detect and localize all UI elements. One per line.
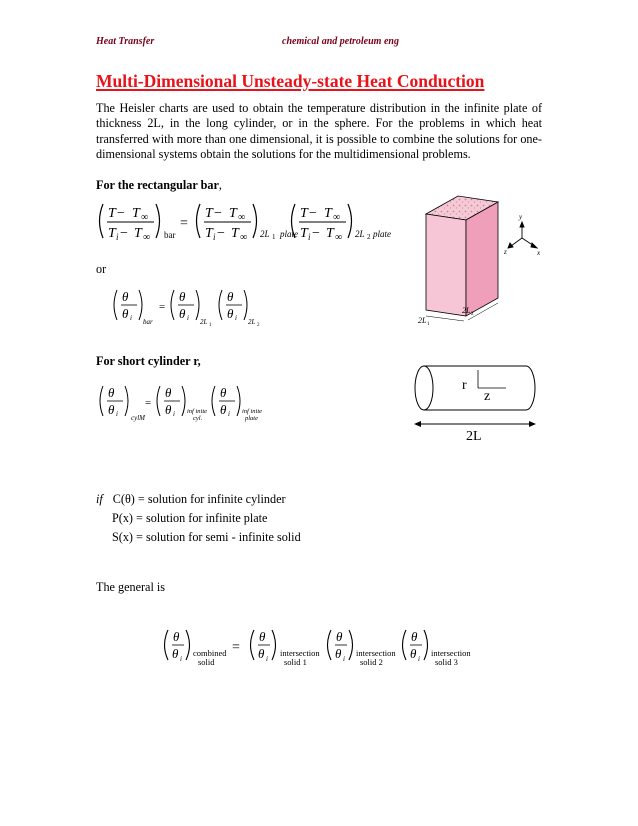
sub-2L: 2L <box>248 318 256 326</box>
sub-plate: plate <box>245 415 258 422</box>
num-theta: θ <box>179 289 186 304</box>
num-Tinf: T <box>229 206 237 221</box>
axis-z-label: z <box>504 248 507 256</box>
definition-s: S(x) = solution for semi - infinite solid <box>112 530 301 544</box>
den-i: i <box>187 314 189 322</box>
den-theta: θ <box>258 646 265 661</box>
num-Tinf: T <box>324 206 332 221</box>
axis-z-label: z <box>484 389 491 404</box>
equation-bar-temperature <box>96 198 396 246</box>
paren-left <box>100 204 104 238</box>
sub-one: 1 <box>272 233 276 241</box>
paren-right <box>348 204 352 238</box>
paren-right <box>253 204 257 238</box>
paren-right <box>186 630 190 660</box>
sub-intersection: intersection <box>356 648 396 658</box>
den-i: i <box>180 655 182 663</box>
den-inf-sub: ∞ <box>335 232 343 243</box>
paren-left <box>197 204 201 238</box>
paren-right <box>244 290 247 320</box>
cylinder-figure <box>408 360 544 444</box>
num-theta: θ <box>411 629 418 644</box>
paren-right <box>196 290 199 320</box>
sub-one: 1 <box>209 323 212 328</box>
axis-y-label: y <box>519 213 523 221</box>
paren-left <box>212 386 215 416</box>
bar-heading-text: For the rectangular bar <box>96 178 219 192</box>
den-Ti: T <box>205 226 213 241</box>
sub-2L: 2L <box>260 229 270 239</box>
den-theta: θ <box>172 646 179 661</box>
radius-label: r <box>462 378 467 393</box>
num-theta: θ <box>220 385 227 400</box>
sub-infinite: inf inite <box>242 408 263 415</box>
den-theta: θ <box>227 306 234 321</box>
den-Ti: T <box>108 226 116 241</box>
den-theta: θ <box>335 646 342 661</box>
paren-left <box>219 290 222 320</box>
paren-left <box>114 290 117 320</box>
num-minus: − <box>309 206 317 221</box>
paren-right <box>272 630 276 660</box>
if-keyword: if <box>96 492 103 506</box>
cylinder-end <box>415 366 433 410</box>
dim-2L2-sub: 2 <box>471 312 474 317</box>
axis-x-label: x <box>537 249 541 257</box>
equals-sign: = <box>159 301 166 313</box>
page-title: Multi-Dimensional Unsteady-state Heat Conduction <box>96 71 485 91</box>
num-theta: θ <box>165 385 172 400</box>
paren-left <box>157 386 160 416</box>
sub-bar: bar <box>164 230 176 240</box>
den-Tinf: T <box>134 226 142 241</box>
bar-heading <box>96 178 222 193</box>
den-i: i <box>418 655 420 663</box>
or-text: or <box>96 262 107 276</box>
sub-two: 2 <box>367 233 371 241</box>
equation-bar-theta <box>110 284 270 332</box>
arrow-right-icon <box>529 421 536 427</box>
num-minus: − <box>117 206 125 221</box>
sub-plate: plate <box>280 229 298 239</box>
rectangular-bar-figure <box>398 192 558 330</box>
sub-two: 2 <box>257 323 260 328</box>
den-theta: θ <box>122 306 129 321</box>
sub-cyl: cyl. <box>193 415 203 422</box>
den-i: i <box>228 410 230 418</box>
den-i: i <box>343 655 345 663</box>
definitions-block <box>96 490 301 547</box>
paren-right <box>237 386 240 416</box>
cylinder-heading: For short cylinder r, <box>96 354 201 368</box>
paren-left <box>403 630 407 660</box>
paren-right <box>156 204 160 238</box>
length-label: 2L <box>466 429 482 444</box>
arrow-left-icon <box>414 421 421 427</box>
sub-solid3: solid 3 <box>435 657 458 667</box>
paren-right <box>139 290 142 320</box>
den-Tinf: T <box>326 226 334 241</box>
den-inf-sub: ∞ <box>143 232 151 243</box>
num-theta: θ <box>108 385 115 400</box>
equals-sign: = <box>145 397 152 409</box>
sub-intersection: intersection <box>280 648 320 658</box>
den-i-sub: i <box>116 232 119 242</box>
dim-line-2L1 <box>426 316 464 321</box>
sub-solid1: solid 1 <box>284 657 307 667</box>
paren-left <box>251 630 255 660</box>
intro-paragraph <box>96 101 542 163</box>
den-Ti: T <box>300 226 308 241</box>
den-theta: θ <box>108 402 115 417</box>
sub-intersection: intersection <box>431 648 471 658</box>
num-theta: θ <box>173 629 180 644</box>
num-theta: θ <box>227 289 234 304</box>
num-Tinf: T <box>132 206 140 221</box>
den-i-sub: i <box>308 232 311 242</box>
bar-side-face <box>466 202 498 316</box>
paren-right <box>125 386 128 416</box>
num-T: T <box>300 206 308 221</box>
equals-sign: = <box>232 640 240 655</box>
num-T: T <box>108 206 116 221</box>
bar-front-face <box>426 214 466 316</box>
sub-bar: bar <box>143 318 153 326</box>
den-i: i <box>116 410 118 418</box>
sub-2L: 2L <box>200 318 208 326</box>
den-minus: − <box>217 226 225 241</box>
den-minus: − <box>312 226 320 241</box>
paren-left <box>171 290 174 320</box>
header-center: chemical and petroleum eng <box>282 36 399 47</box>
num-inf-sub: ∞ <box>333 212 341 223</box>
den-theta: θ <box>165 402 172 417</box>
header-left: Heat Transfer <box>96 36 155 47</box>
num-inf-sub: ∞ <box>141 212 149 223</box>
den-i: i <box>130 314 132 322</box>
den-theta: θ <box>179 306 186 321</box>
den-theta: θ <box>220 402 227 417</box>
sub-solid: solid <box>198 657 215 667</box>
sub-solid2: solid 2 <box>360 657 383 667</box>
num-inf-sub: ∞ <box>238 212 246 223</box>
bar-heading-punct: , <box>218 178 222 192</box>
definition-p: P(x) = solution for infinite plate <box>112 511 268 525</box>
den-Tinf: T <box>231 226 239 241</box>
den-i: i <box>235 314 237 322</box>
equation-cylinder-theta <box>96 380 276 428</box>
num-theta: θ <box>259 629 266 644</box>
paren-left <box>100 386 103 416</box>
den-inf-sub: ∞ <box>240 232 248 243</box>
den-i-sub: i <box>213 232 216 242</box>
den-minus: − <box>120 226 128 241</box>
equals-sign: = <box>180 216 188 231</box>
definition-c-text: C(θ) = solution for infinite cylinder <box>112 492 286 506</box>
num-theta: θ <box>122 289 129 304</box>
intro-text: The Heisler charts are used to obtain the temperature distribution in the infinite plate of thickness 2L, in the long cylinder, or in the sphere. For the problems in which heat transferred with more than one dimensional, it is possible to combine the solutions for one-dimensional systems obtain the solutions for the multidimensional problems. <box>96 101 542 162</box>
equation-general <box>160 626 490 672</box>
sub-cylM: cylM <box>131 414 145 422</box>
paren-right <box>349 630 353 660</box>
num-T: T <box>205 206 213 221</box>
sub-plate: plate <box>373 229 391 239</box>
paren-right <box>424 630 428 660</box>
sub-2L: 2L <box>355 229 365 239</box>
definition-c <box>96 490 301 509</box>
den-i: i <box>173 410 175 418</box>
dim-2L1-sub: 1 <box>427 322 430 327</box>
paren-left <box>165 630 169 660</box>
num-minus: − <box>214 206 222 221</box>
general-text: The general is <box>96 580 166 594</box>
paren-right <box>182 386 185 416</box>
sub-combined: combined <box>193 648 227 658</box>
paren-left <box>328 630 332 660</box>
sub-infinite: inf inite <box>187 408 208 415</box>
den-i: i <box>266 655 268 663</box>
den-theta: θ <box>410 646 417 661</box>
dim-2L1-label: 2L <box>418 316 427 325</box>
num-theta: θ <box>336 629 343 644</box>
axes-icon <box>508 222 537 248</box>
dim-2L2-label: 2L <box>462 306 471 315</box>
